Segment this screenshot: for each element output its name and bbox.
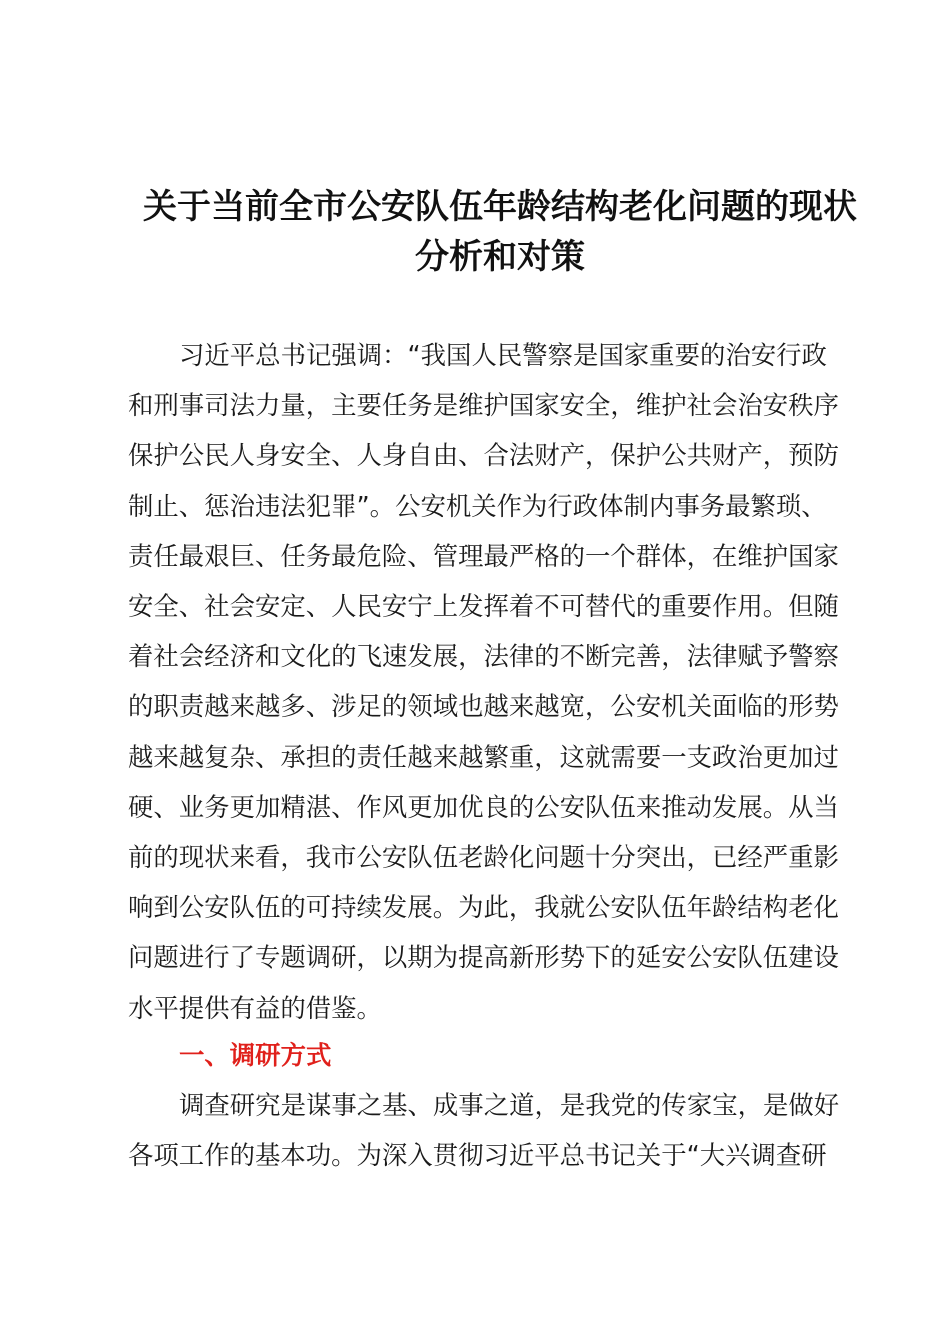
paragraph-1-line: 问题进行了专题调研，以期为提高新形势下的延安公安队伍建设 [128,942,839,973]
title-line-2: 分析和对策 [415,237,585,277]
paragraph-1-line: 和刑事司法力量，主要任务是维护国家安全，维护社会治安秩序 [128,390,839,421]
paragraph-1-line: 前的现状来看，我市公安队伍老龄化问题十分突出，已经严重影 [128,842,839,873]
paragraph-2-line: 调查研究是谋事之基、成事之道，是我党的传家宝，是做好 [179,1090,840,1120]
paragraph-1-line: 水平提供有益的借鉴。 [128,992,382,1023]
paragraph-1 [128,330,844,1033]
paragraph-1-line: 制止、惩治违法犯罪”。公安机关作为行政体制内事务最繁琐、 [128,490,827,521]
paragraph-1-line: 习近平总书记强调：“我国人民警察是国家重要的治安行政 [179,340,827,370]
paragraph-1-line: 越来越复杂、承担的责任越来越繁重，这就需要一支政治更加过 [128,741,839,772]
paragraph-1-line: 的职责越来越多、涉足的领域也越来越宽，公安机关面临的形势 [128,691,839,722]
paragraph-1-line: 着社会经济和文化的飞速发展，法律的不断完善，法律赋予警察 [128,641,839,672]
document-title [110,182,890,282]
title-line-1: 关于当前全市公安队伍年龄结构老化问题的现状 [143,187,857,227]
paragraph-1-line: 责任最艰巨、任务最危险、管理最严格的一个群体，在维护国家 [128,540,839,571]
section-heading-research-method: 一、调研方式 [179,1040,332,1070]
paragraph-2 [128,1080,844,1180]
paragraph-2-line: 各项工作的基本功。为深入贯彻习近平总书记关于“大兴调查研 [128,1140,827,1171]
paragraph-1-line: 安全、社会安定、人民安宁上发挥着不可替代的重要作用。但随 [128,591,839,622]
paragraph-1-line: 保护公民人身安全、人身自由、合法财产，保护公共财产，预防 [128,440,839,471]
paragraph-1-line: 响到公安队伍的可持续发展。为此，我就公安队伍年龄结构老化 [128,892,839,923]
paragraph-1-line: 硬、业务更加精湛、作风更加优良的公安队伍来推动发展。从当 [128,791,839,822]
